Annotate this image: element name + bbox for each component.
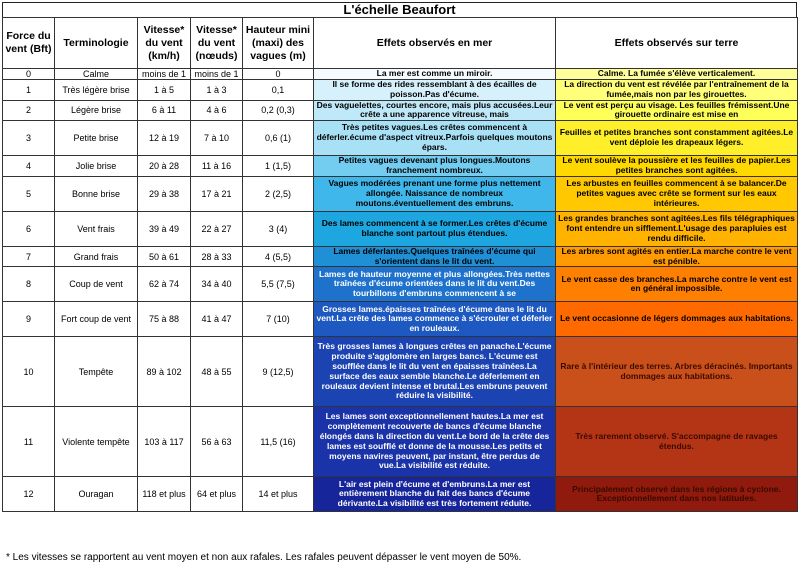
speed-kmh-cell: 29 à 38 (138, 176, 191, 211)
header-wave-height: Hauteur mini (maxi) des vagues (m) (243, 18, 314, 69)
land-effects-cell: Feuilles et petites branches sont constamment agitées.Le vent déploie les drapeaux légers. (556, 121, 798, 156)
speed-knots-cell: 4 à 6 (191, 100, 243, 121)
force-cell: 11 (3, 407, 55, 477)
table-row (3, 156, 798, 177)
terminology-cell: Très légère brise (55, 80, 138, 101)
speed-knots-cell: 28 à 33 (191, 246, 243, 267)
footnote: * Les vitesses se rapportent au vent moyen et non aux rafales. Les rafales peuvent dépasser le vent moyen de 50%. (6, 552, 522, 563)
sea-effects-cell: Lames de hauteur moyenne et plus allongées.Très nettes traînées d'écume orientées dans le lit du vent.Des tourbillons d'embruns commencent à se (314, 267, 556, 302)
terminology-cell: Tempête (55, 337, 138, 407)
speed-knots-cell: 56 à 63 (191, 407, 243, 477)
page-title: L'échelle Beaufort (2, 2, 797, 17)
speed-kmh-cell: 6 à 11 (138, 100, 191, 121)
land-effects-cell: La direction du vent est révélée par l'entraînement de la fumée,mais non par les girouettes. (556, 80, 798, 101)
sea-effects-cell: Il se forme des rides ressemblant à des écailles de poisson.Pas d'écume. (314, 80, 556, 101)
speed-knots-cell: 17 à 21 (191, 176, 243, 211)
table-body (3, 69, 798, 512)
table-row (3, 407, 798, 477)
table-row (3, 176, 798, 211)
wave-height-cell: 9 (12,5) (243, 337, 314, 407)
header-force: Force du vent (Bft) (3, 18, 55, 69)
land-effects-cell: Très rarement observé. S'accompagne de ravages étendus. (556, 407, 798, 477)
speed-knots-cell: 48 à 55 (191, 337, 243, 407)
force-cell: 3 (3, 121, 55, 156)
table-row (3, 80, 798, 101)
table-row (3, 100, 798, 121)
table-header-row (3, 18, 798, 69)
force-cell: 2 (3, 100, 55, 121)
speed-kmh-cell: 103 à 117 (138, 407, 191, 477)
force-cell: 1 (3, 80, 55, 101)
wave-height-cell: 0 (243, 69, 314, 80)
terminology-cell: Petite brise (55, 121, 138, 156)
speed-knots-cell: 34 à 40 (191, 267, 243, 302)
terminology-cell: Calme (55, 69, 138, 80)
terminology-cell: Vent frais (55, 211, 138, 246)
table-row (3, 246, 798, 267)
sea-effects-cell: Très petites vagues.Les crêtes commencent à déferler.écume d'aspect vitreux.Parfois quelques moutons épars. (314, 121, 556, 156)
sea-effects-cell: Des lames commencent à se former.Les crêtes d'écume blanche sont partout plus étendues. (314, 211, 556, 246)
wave-height-cell: 4 (5,5) (243, 246, 314, 267)
sea-effects-cell: Des vaguelettes, courtes encore, mais plus accusées.Leur crête a une apparence vitreuse, mais (314, 100, 556, 121)
sea-effects-cell: La mer est comme un miroir. (314, 69, 556, 80)
wave-height-cell: 5,5 (7,5) (243, 267, 314, 302)
table-row (3, 211, 798, 246)
speed-knots-cell: 11 à 16 (191, 156, 243, 177)
land-effects-cell: Les grandes branches sont agitées.Les fils télégraphiques font entendre un sifflement.L'usage des parapluies est rendu difficile. (556, 211, 798, 246)
force-cell: 4 (3, 156, 55, 177)
wave-height-cell: 2 (2,5) (243, 176, 314, 211)
wave-height-cell: 0,1 (243, 80, 314, 101)
speed-kmh-cell: 75 à 88 (138, 302, 191, 337)
table-row (3, 69, 798, 80)
sea-effects-cell: Grosses lames.épaisses traînées d'écume dans le lit du vent.La crête des lames commence à s'écrouler et déferler en rouleaux. (314, 302, 556, 337)
speed-knots-cell: 1 à 3 (191, 80, 243, 101)
sea-effects-cell: Vagues modérées prenant une forme plus nettement allongée. Naissance de nombreux moutons.éventuellement des embruns. (314, 176, 556, 211)
wave-height-cell: 7 (10) (243, 302, 314, 337)
wave-height-cell: 0,6 (1) (243, 121, 314, 156)
speed-kmh-cell: 118 et plus (138, 477, 191, 512)
force-cell: 12 (3, 477, 55, 512)
land-effects-cell: Le vent soulève la poussière et les feuilles de papier.Les petites branches sont agitées. (556, 156, 798, 177)
terminology-cell: Légère brise (55, 100, 138, 121)
speed-kmh-cell: 89 à 102 (138, 337, 191, 407)
speed-knots-cell: 22 à 27 (191, 211, 243, 246)
speed-knots-cell: 41 à 47 (191, 302, 243, 337)
land-effects-cell: Le vent est perçu au visage. Les feuilles frémissent.Une girouette ordinaire est mise en (556, 100, 798, 121)
force-cell: 9 (3, 302, 55, 337)
table-row (3, 337, 798, 407)
speed-kmh-cell: 62 à 74 (138, 267, 191, 302)
sea-effects-cell: L'air est plein d'écume et d'embruns.La mer est entièrement blanche du fait des bancs d'écume dérivante.La visibilité est très fortement réduite. (314, 477, 556, 512)
land-effects-cell: Les arbres sont agités en entier.La marche contre le vent est pénible. (556, 246, 798, 267)
wave-height-cell: 3 (4) (243, 211, 314, 246)
table-row (3, 267, 798, 302)
force-cell: 7 (3, 246, 55, 267)
terminology-cell: Ouragan (55, 477, 138, 512)
speed-kmh-cell: 50 à 61 (138, 246, 191, 267)
terminology-cell: Coup de vent (55, 267, 138, 302)
header-sea-effects: Effets observés en mer (314, 18, 556, 69)
force-cell: 10 (3, 337, 55, 407)
table-row (3, 302, 798, 337)
land-effects-cell: Le vent occasionne de légers dommages aux habitations. (556, 302, 798, 337)
wave-height-cell: 11,5 (16) (243, 407, 314, 477)
wave-height-cell: 0,2 (0,3) (243, 100, 314, 121)
sea-effects-cell: Petites vagues devenant plus longues.Moutons franchement nombreux. (314, 156, 556, 177)
header-land-effects: Effets observés sur terre (556, 18, 798, 69)
land-effects-cell: Calme. La fumée s'élève verticalement. (556, 69, 798, 80)
terminology-cell: Jolie brise (55, 156, 138, 177)
wave-height-cell: 1 (1,5) (243, 156, 314, 177)
force-cell: 5 (3, 176, 55, 211)
force-cell: 6 (3, 211, 55, 246)
land-effects-cell: Le vent casse des branches.La marche contre le vent est en général impossible. (556, 267, 798, 302)
table-row (3, 121, 798, 156)
speed-knots-cell: moins de 1 (191, 69, 243, 80)
header-speed-knots: Vitesse* du vent (nœuds) (191, 18, 243, 69)
speed-kmh-cell: 39 à 49 (138, 211, 191, 246)
table-row (3, 477, 798, 512)
header-terminology: Terminologie (55, 18, 138, 69)
terminology-cell: Fort coup de vent (55, 302, 138, 337)
land-effects-cell: Principalement observé dans les régions à cyclone. Exceptionnellement dans nos latitudes. (556, 477, 798, 512)
speed-knots-cell: 64 et plus (191, 477, 243, 512)
sea-effects-cell: Lames déferlantes.Quelques traînées d'écume qui s'orientent dans le lit du vent. (314, 246, 556, 267)
speed-kmh-cell: 12 à 19 (138, 121, 191, 156)
speed-kmh-cell: 1 à 5 (138, 80, 191, 101)
speed-knots-cell: 7 à 10 (191, 121, 243, 156)
land-effects-cell: Rare à l'intérieur des terres. Arbres déracinés. Importants dommages aux habitations. (556, 337, 798, 407)
sea-effects-cell: Les lames sont exceptionnellement hautes.La mer est complètement recouverte de bancs d'écume blanche élongés dans la direction du vent.Le bord de la crête des lames est soufflé et donne de la mousse.Les petits et moyens navires peuvent, par instant, être perdus de vue.La visibilité est réduite. (314, 407, 556, 477)
header-speed-kmh: Vitesse* du vent (km/h) (138, 18, 191, 69)
wave-height-cell: 14 et plus (243, 477, 314, 512)
force-cell: 0 (3, 69, 55, 80)
speed-kmh-cell: moins de 1 (138, 69, 191, 80)
beaufort-scale-sheet (2, 2, 797, 512)
terminology-cell: Violente tempête (55, 407, 138, 477)
land-effects-cell: Les arbustes en feuilles commencent à se balancer.De petites vagues avec crête se forment sur les eaux intérieures. (556, 176, 798, 211)
speed-kmh-cell: 20 à 28 (138, 156, 191, 177)
terminology-cell: Bonne brise (55, 176, 138, 211)
sea-effects-cell: Très grosses lames à longues crêtes en panache.L'écume produite s'agglomère en larges bancs. L'écume est soufflée dans le lit du vent en épaisses traînées.La surface des eaux semble blanche.Le déferlement en rouleaux devient intense et brutal.Les embruns peuvent réduire la visibilité. (314, 337, 556, 407)
terminology-cell: Grand frais (55, 246, 138, 267)
beaufort-table (2, 17, 798, 512)
force-cell: 8 (3, 267, 55, 302)
